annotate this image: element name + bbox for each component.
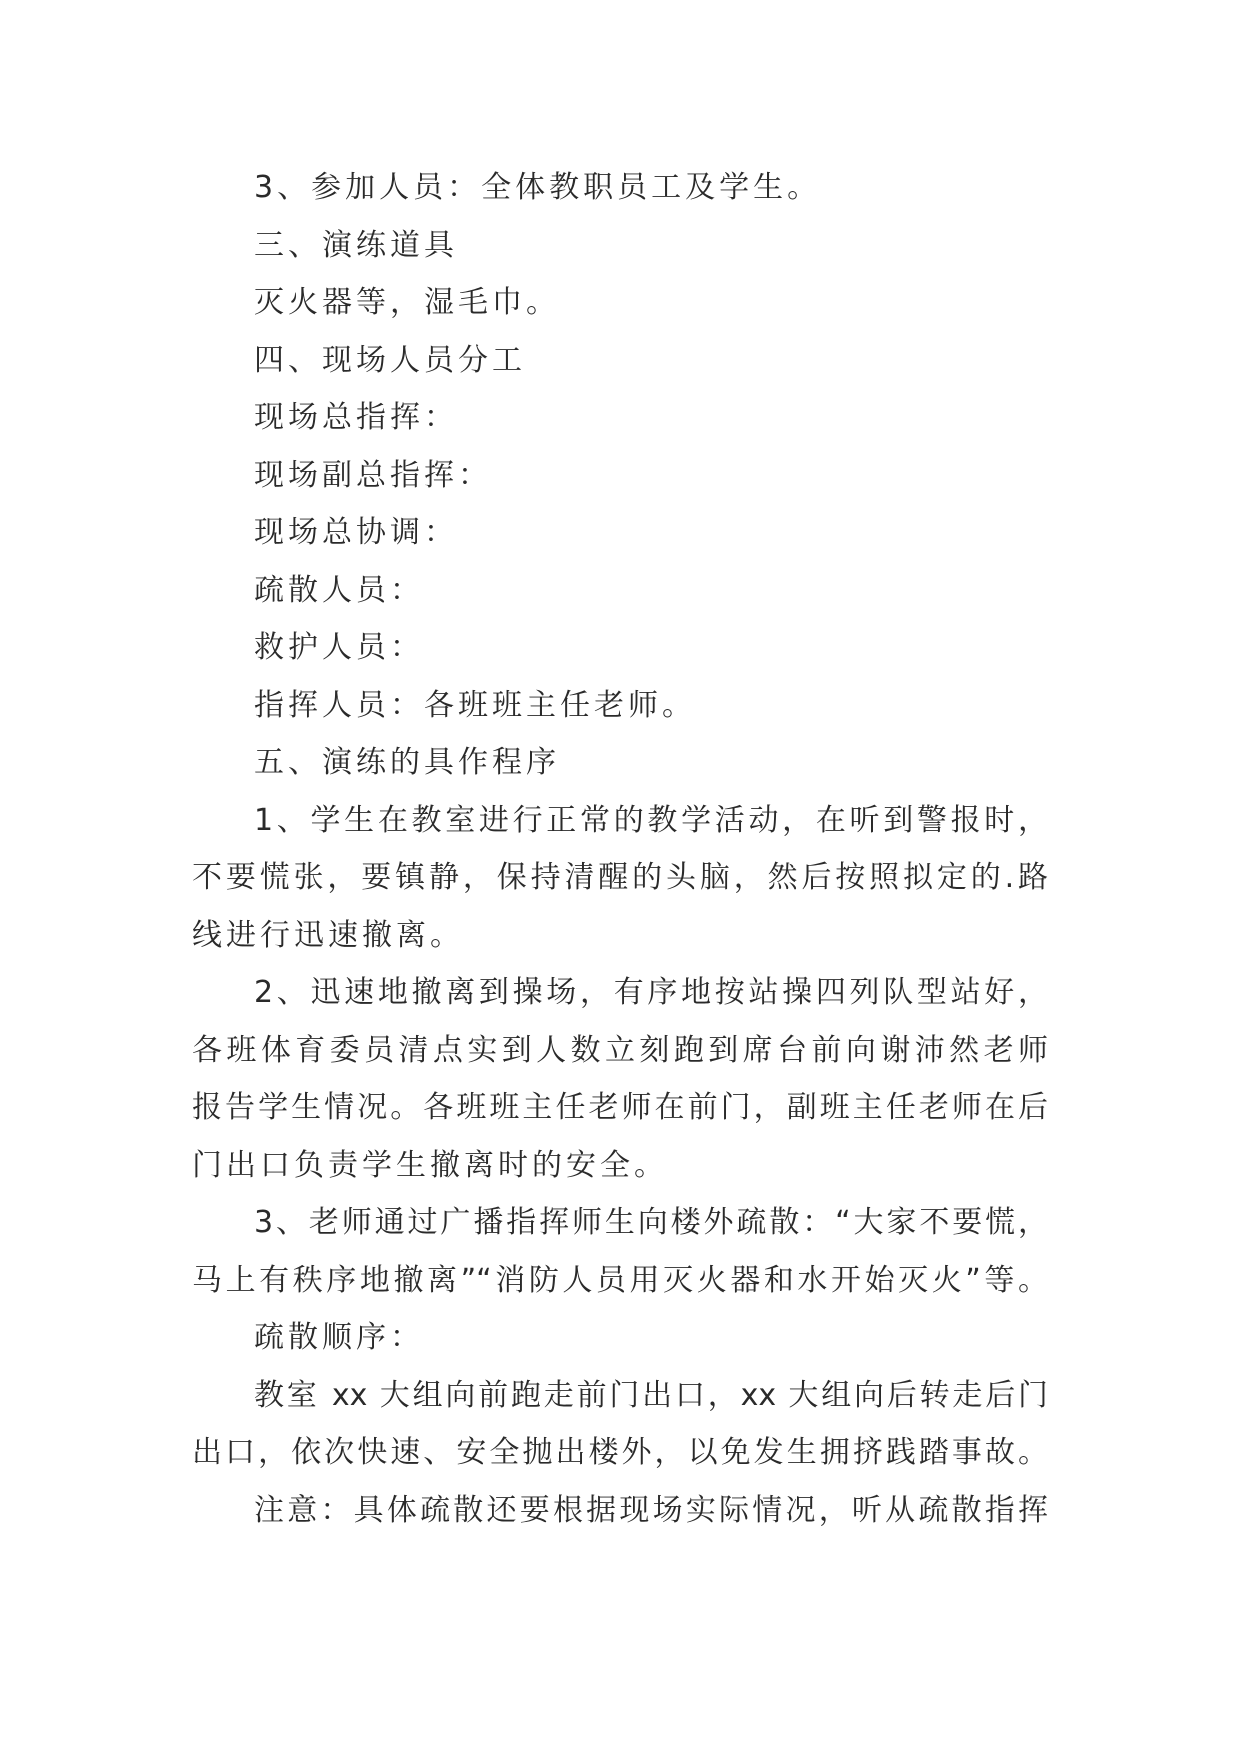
text-line: 现场总协调： [254,515,458,550]
paragraph-line: 1、学生在教室进行正常的教学活动，在听到警报时， [254,803,1048,838]
text-line: 灭火器等，湿毛巾。 [254,285,560,320]
paragraph-line: 马上有秩序地撤离”“消防人员用灭火器和水开始灭火”等。 [192,1263,1048,1298]
paragraph-line: 注意：具体疏散还要根据现场实际情况，听从疏散指挥 [254,1493,1048,1528]
paragraph-line: 3、老师通过广播指挥师生向楼外疏散：“大家不要慌， [254,1205,1048,1240]
paragraph-line: 线进行迅速撤离。 [192,918,464,953]
section-heading: 五、演练的具作程序 [254,745,560,780]
paragraph-line: 教室 xx 大组向前跑走前门出口，xx 大组向后转走后门 [254,1378,1048,1413]
text-line: 疏散人员： [254,573,424,608]
text-line: 现场副总指挥： [254,458,492,493]
paragraph-line: 不要慌张，要镇静，保持清醒的头脑，然后按照拟定的.路 [192,860,1048,895]
paragraph-line: 2、迅速地撤离到操场，有序地按站操四列队型站好， [254,975,1048,1010]
section-heading: 三、演练道具 [254,228,458,263]
paragraph-line: 门出口负责学生撤离时的安全。 [192,1148,668,1183]
text-line: 3、参加人员：全体教职员工及学生。 [254,170,822,205]
paragraph-line: 各班体育委员清点实到人数立刻跑到席台前向谢沛然老师 [192,1033,1048,1068]
section-heading: 四、现场人员分工 [254,343,526,378]
text-line: 疏散顺序： [254,1320,424,1355]
paragraph-line: 报告学生情况。各班班主任老师在前门，副班主任老师在后 [192,1090,1048,1125]
document-body [192,0,1048,1754]
text-line: 指挥人员：各班班主任老师。 [254,688,696,723]
paragraph-line: 出口，依次快速、安全抛出楼外，以免发生拥挤践踏事故。 [192,1435,1048,1470]
text-line: 现场总指挥： [254,400,458,435]
text-line: 救护人员： [254,630,424,665]
